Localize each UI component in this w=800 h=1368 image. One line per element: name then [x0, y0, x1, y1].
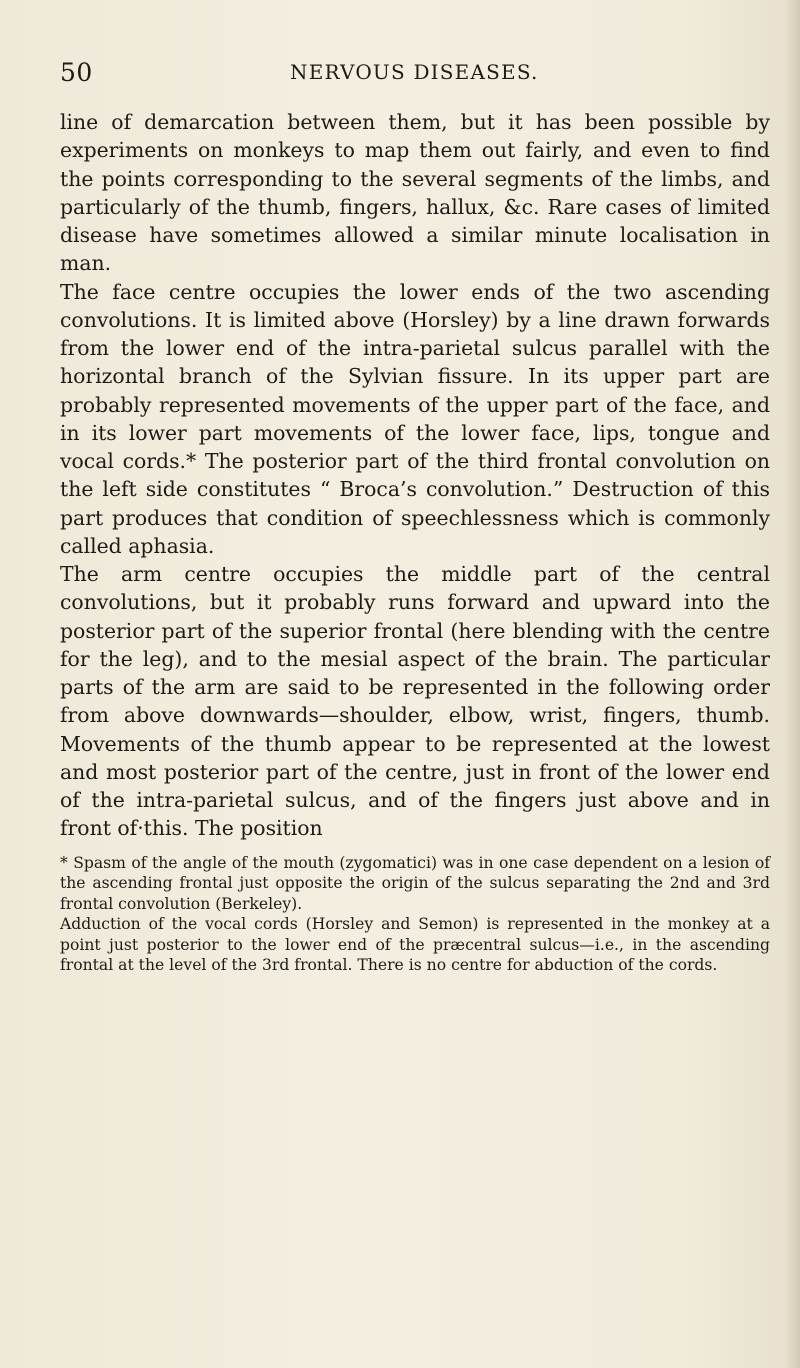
paragraph-face-centre: The face centre occupies the lower ends of the two ascending convolutions. It is limited above (Horsley) by a line drawn forwards from the lower end of the intra-parietal sulcus parallel with the horizontal branch of the Sylvian fissure. In its upper part are probably represented movements of the upper part of the face, and in its lower part movements of the lower face, lips, tongue and vocal cords.* The posterior part of the third frontal convolution on the left side constitutes “ Broca’s convolution.” Destruction of this part produces that condition of speechlessness which is commonly called aphasia.: [60, 279, 770, 558]
paragraph-arm-centre: The arm centre occupies the middle part of the central convolutions, but it probably runs forward and upward into the posterior part of the superior frontal (here blending with the centre for the leg), and to the mesial aspect of the brain. The particular parts of the arm are said to be represented in the following order from above downwards—shoulder, elbow, wrist, fingers, thumb. Movements of the thumb appear to be represented at the lowest and most posterior part of the centre, just in front of the lower end of the intra-parietal sulcus, and of the fingers just above and in front of·this. The position: [60, 562, 770, 841]
paragraph-demarcation: line of demarcation between them, but it has been possible by experiments on monkeys to map them out fairly, and even to find the points corresponding to the several segments of the limbs, and particularly of the thumb, fingers, hallux, &c. Rare cases of limited disease have sometimes allowed a similar minute localisation in man.: [60, 110, 770, 276]
page-edge-shadow: [786, 0, 800, 1368]
body-text: [60, 108, 770, 843]
running-title: NERVOUS DISEASES.: [290, 60, 539, 84]
page-number: 50: [60, 58, 93, 87]
footnotes: [60, 853, 770, 976]
footnote-spasm: * Spasm of the angle of the mouth (zygomatici) was in one case dependent on a lesion of the ascending frontal just opposite the origin of the sulcus separating the 2nd and 3rd frontal convolution (Berkeley).: [60, 853, 770, 913]
footnote-adduction: Adduction of the vocal cords (Horsley and Semon) is represented in the monkey at a point just posterior to the lower end of the præcentral sulcus—i.e., in the ascending frontal at the level of the 3rd frontal. There is no centre for abduction of the cords.: [60, 915, 770, 974]
running-head: [60, 56, 770, 96]
